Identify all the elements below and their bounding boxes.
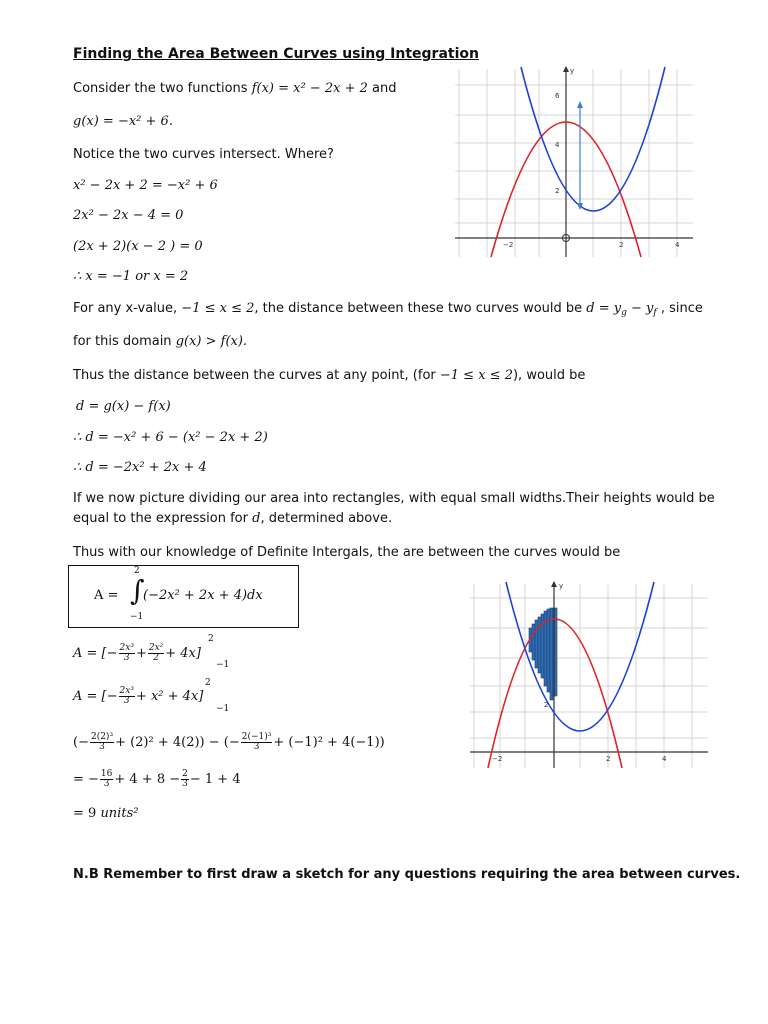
graph-2-x-tick: 4 — [662, 755, 667, 763]
graph-2 — [470, 580, 710, 770]
solve-step-2: 2x² − 2x − 4 = 0 — [73, 208, 184, 223]
intro-text: Consider the two functions — [73, 81, 252, 96]
fraction-den: 3 — [182, 779, 188, 789]
integrand: (−2x² + 2x + 4)dx — [143, 588, 263, 603]
fraction-den: 3 — [123, 696, 130, 706]
distance-formula — [586, 301, 656, 316]
graph-1 — [455, 65, 695, 260]
antideriv1-rest: + 4x] — [165, 646, 201, 661]
eval-mid-1: + (2)² + 4(2)) − (− — [115, 735, 240, 750]
graph-1-x-tick: −2 — [503, 241, 514, 249]
distance-text-3: , since — [656, 301, 703, 316]
notice-text: Notice the two curves intersect. Where? — [73, 147, 334, 162]
domain-text: for this domain — [73, 334, 176, 349]
distance-text-2: , the distance between these two curves would be — [254, 301, 587, 316]
antideriv1-upper: 2 — [208, 634, 214, 644]
graph-2-y-arrow-icon — [551, 581, 557, 587]
d-step-3: ∴ d = −2x² + 2x + 4 — [73, 460, 207, 475]
integral-lower-limit: −1 — [130, 612, 144, 622]
rectangles-text: equal to the expression for — [73, 511, 253, 526]
graph-2-grid — [470, 584, 708, 768]
solve-step-3: (2x + 2)(x − 2 ) = 0 — [73, 239, 203, 254]
fraction-den: 2 — [153, 653, 159, 663]
fraction — [90, 733, 114, 752]
antiderivative-1 — [73, 644, 201, 663]
f-subscript: f — [653, 308, 657, 318]
rectangles-end: , determined above. — [260, 511, 393, 526]
fraction-num: 2 — [182, 769, 188, 779]
integral-sign: ∫ — [130, 574, 145, 607]
rectangles-line-1: If we now picture dividing our area into rectangles, with equal small widths.Their heights would be — [73, 491, 715, 506]
f-definition: f(x) = x² − 2x + 2 — [251, 81, 368, 96]
fraction-num: 2x³ — [119, 643, 134, 653]
fraction — [100, 770, 113, 789]
intro-and: and — [367, 81, 397, 96]
integral-upper-limit: 2 — [134, 566, 140, 576]
simplify-start: = − — [73, 772, 99, 787]
thus-distance-math: −1 ≤ x ≤ 2 — [439, 368, 513, 383]
graph-1-y-tick: 2 — [555, 187, 560, 195]
d-step-2: ∴ d = −x² + 6 − (x² − 2x + 2) — [73, 430, 268, 445]
rectangles-d: d — [252, 511, 261, 526]
fraction-num: 2x² — [148, 643, 164, 653]
integral-lhs: A = — [94, 588, 119, 603]
solve-step-4: ∴ x = −1 or x = 2 — [73, 269, 189, 284]
simplify-line — [73, 770, 241, 789]
d-step-1: d = g(x) − f(x) — [76, 399, 171, 414]
fraction — [181, 770, 189, 789]
graph-1-x-tick: 4 — [675, 241, 680, 249]
fraction-den: 3 — [123, 653, 130, 663]
graph-2-x-tick: 2 — [606, 755, 611, 763]
fraction — [148, 644, 164, 663]
result-unit: units² — [100, 806, 139, 821]
fraction — [119, 687, 135, 706]
result-line — [73, 806, 138, 821]
thus-distance-line — [73, 368, 585, 383]
graph-1-x-tick: 2 — [619, 241, 624, 249]
fraction-num: 16 — [100, 769, 113, 779]
simplify-mid: + 4 + 8 − — [114, 772, 181, 787]
integrals-line: Thus with our knowledge of Definite Intergals, the are between the curves would be — [73, 545, 621, 560]
graph-1-y-tick: 4 — [555, 141, 560, 149]
graph-2-y-label: y — [559, 582, 564, 590]
arrow-up-icon — [577, 101, 583, 108]
fraction-den: 3 — [253, 742, 260, 752]
fraction-num: 2(2)³ — [90, 732, 114, 742]
antiderivative-2 — [73, 687, 203, 706]
domain-comparison: g(x) > f(x). — [175, 334, 248, 349]
distance-line-2 — [73, 334, 247, 349]
fraction-den: 3 — [99, 742, 105, 752]
d-eq: d = y — [586, 301, 622, 316]
fraction-num: 2(−1)³ — [241, 732, 272, 742]
antideriv2-upper: 2 — [205, 678, 211, 688]
distance-text-1: For any x-value, — [73, 301, 182, 316]
antideriv1-plus: + — [135, 646, 147, 661]
graph-1-y-arrow-icon — [563, 66, 569, 72]
thus-distance-end: ), would be — [512, 368, 586, 383]
g-definition: g(x) = −x² + 6. — [73, 114, 173, 129]
antideriv2-lower: −1 — [216, 704, 230, 714]
distance-line-1 — [73, 301, 703, 318]
evaluation-line — [73, 733, 385, 752]
graph-2-x-tick: −2 — [492, 755, 503, 763]
eval-open: (− — [73, 735, 89, 750]
graph-1-y-tick: 6 — [555, 92, 560, 100]
domain-inequality: −1 ≤ x ≤ 2 — [181, 301, 255, 316]
eval-mid-2: + (−1)² + 4(−1)) — [273, 735, 385, 750]
thus-distance-text: Thus the distance between the curves at any point, (for — [73, 368, 440, 383]
fraction-num: 2x³ — [119, 686, 134, 696]
fraction-den: 3 — [103, 779, 110, 789]
g-subscript: g — [621, 308, 627, 318]
result-text: = 9 — [73, 806, 101, 821]
antideriv1-lower: −1 — [216, 660, 230, 670]
rectangles-line-2 — [73, 511, 392, 526]
antideriv2-lhs: A = [− — [73, 689, 118, 704]
minus-y: − y — [626, 301, 654, 316]
page-title: Finding the Area Between Curves using Integration — [73, 46, 479, 62]
simplify-end: − 1 + 4 — [189, 772, 241, 787]
graph-2-y-tick: 2 — [544, 701, 549, 709]
note-text: N.B Remember to first draw a sketch for any questions requiring the area between curves. — [73, 867, 741, 882]
antideriv2-rest: + x² + 4x] — [135, 689, 204, 704]
antideriv1-lhs: A = [− — [73, 646, 118, 661]
fraction — [241, 733, 273, 752]
intro-line — [73, 81, 396, 96]
fraction — [119, 644, 135, 663]
graph-1-y-label: y — [570, 67, 575, 75]
solve-step-1: x² − 2x + 2 = −x² + 6 — [73, 178, 218, 193]
